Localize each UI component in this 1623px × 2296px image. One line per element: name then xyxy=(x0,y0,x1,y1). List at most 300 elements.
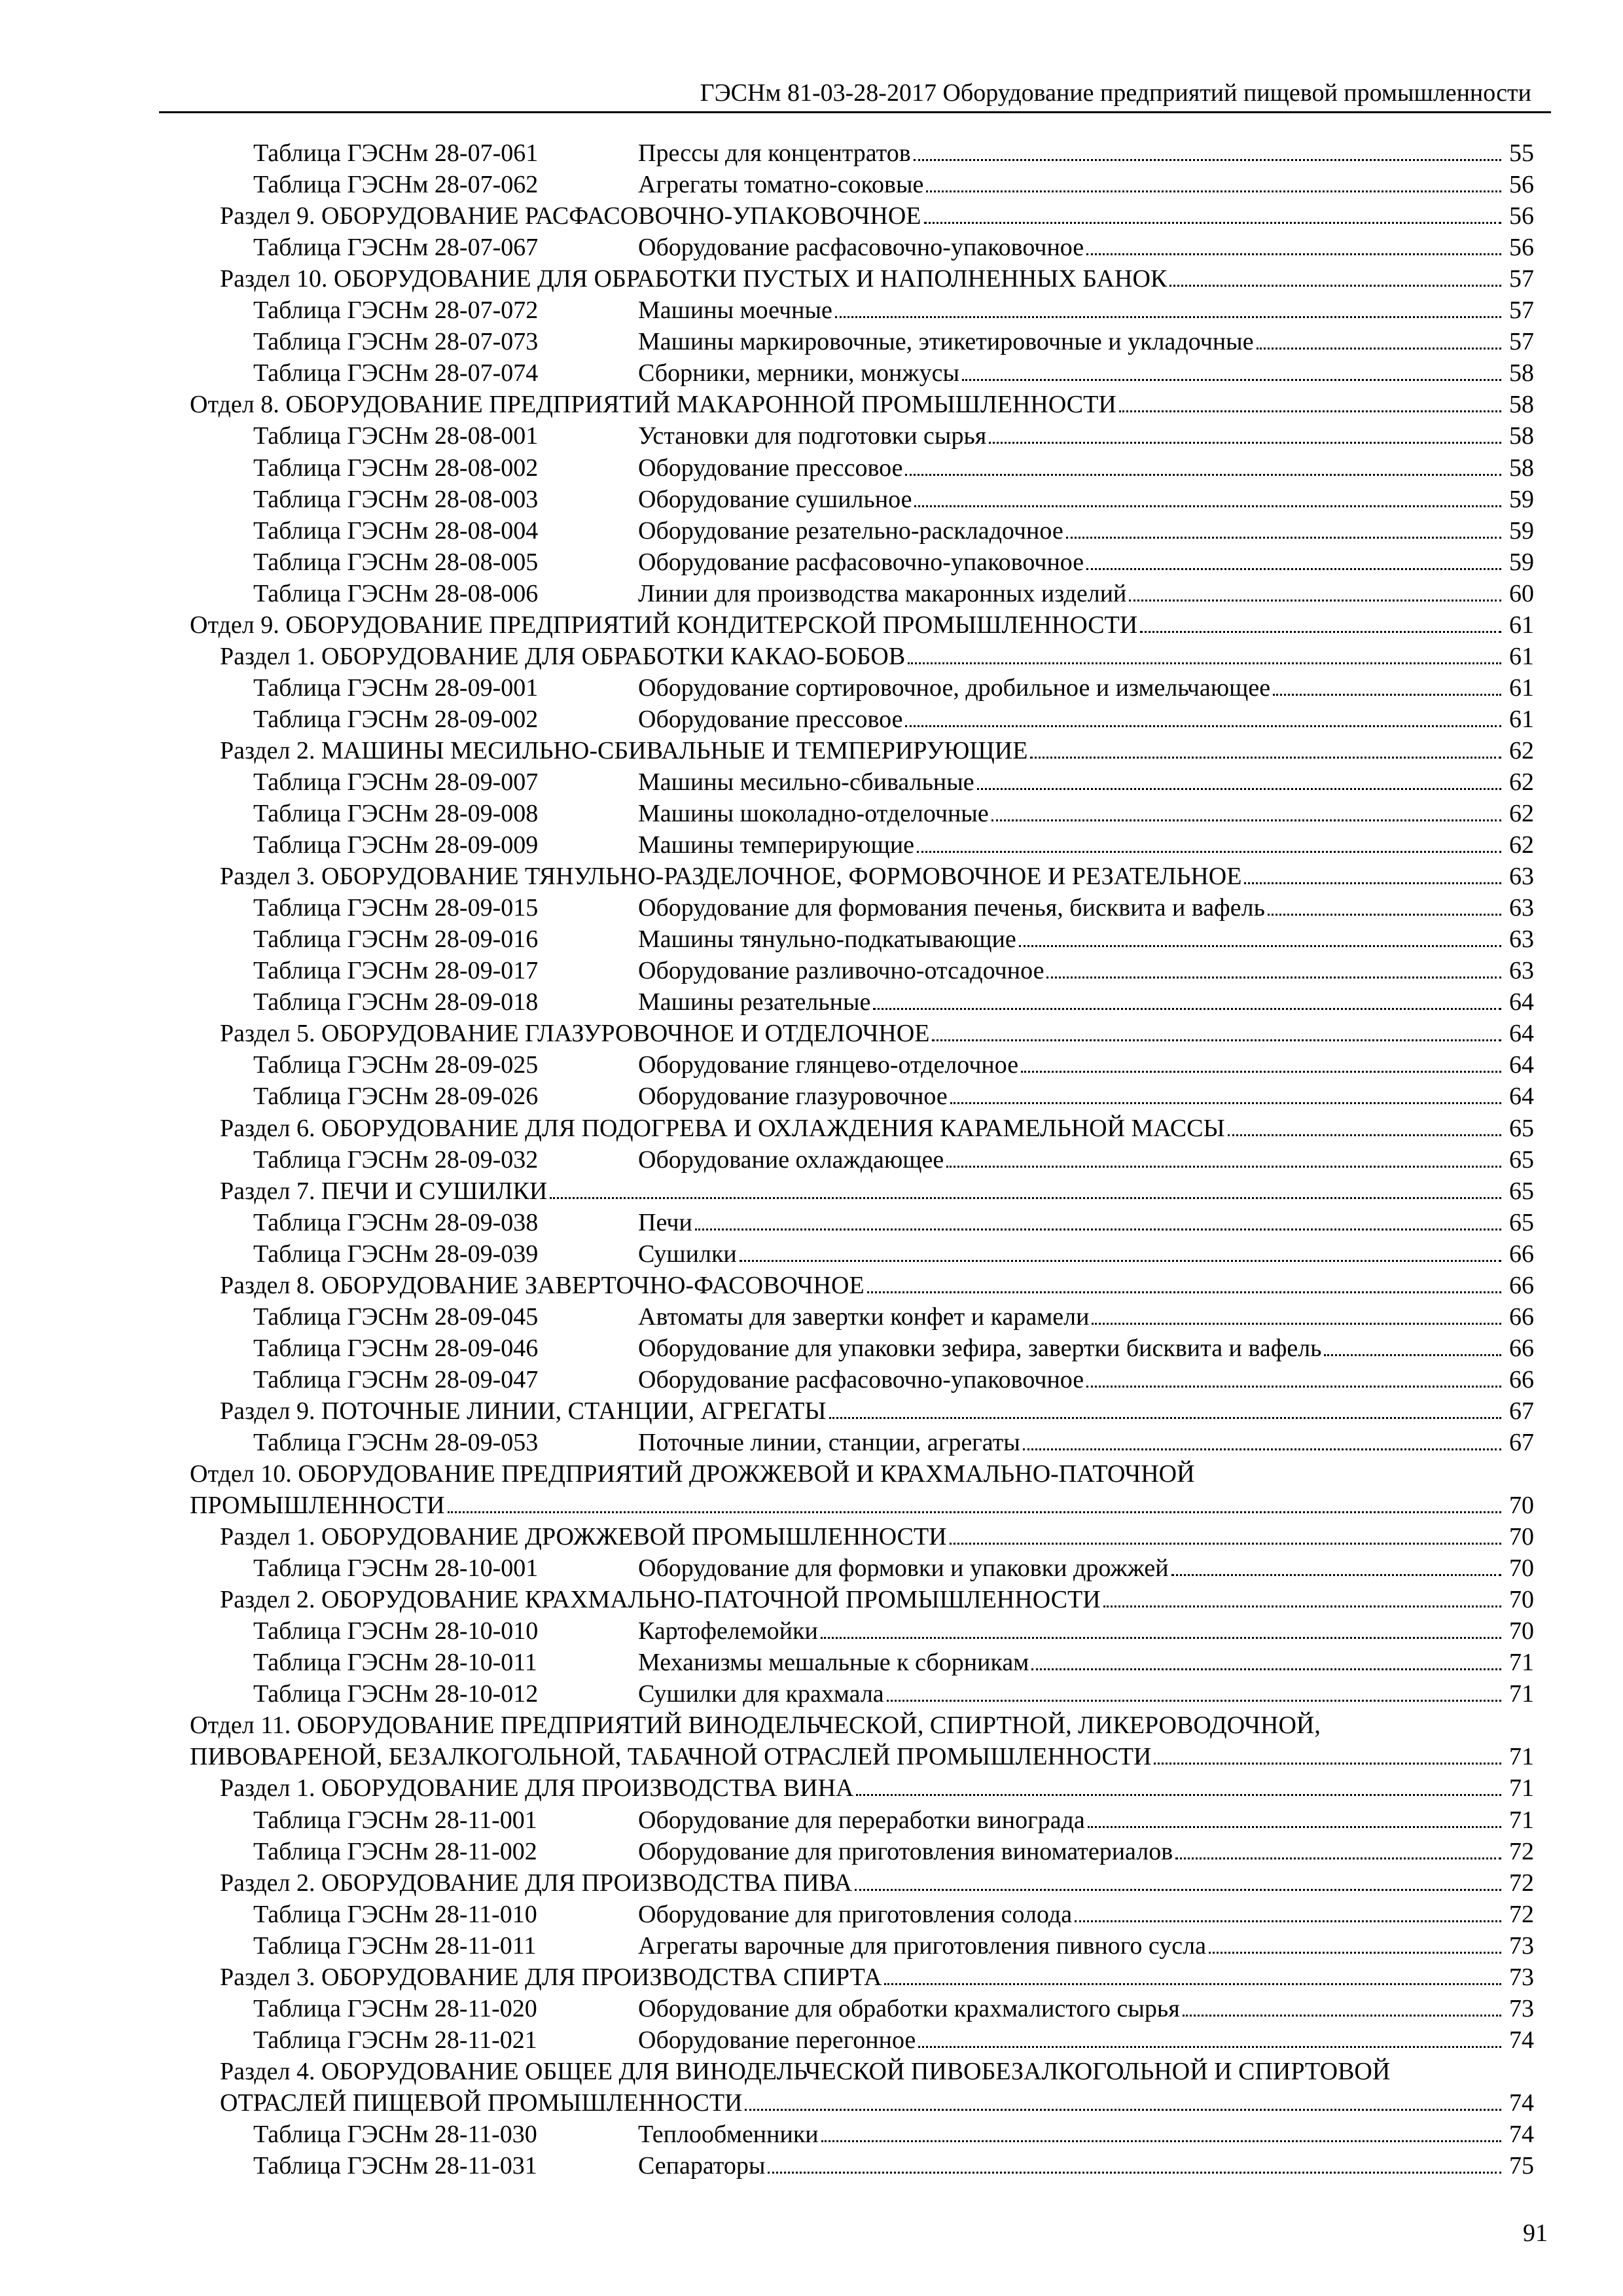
toc-entry-title: Раздел 2. МАШИНЫ МЕСИЛЬНО-СБИВАЛЬНЫЕ И ТЕМПЕРИРУЮЩИЕ xyxy=(220,736,1028,764)
toc-entry-title: Машины тянульно-подкатывающие xyxy=(638,925,1016,954)
toc-entry-title: Оборудование для приготовления виноматериалов xyxy=(638,1837,1173,1865)
dot-leader xyxy=(1119,389,1501,420)
toc-entry-code: Таблица ГЭСНм 28-09-015 xyxy=(253,894,539,922)
toc-entry-title: Оборудование для переработки винограда xyxy=(638,1806,1085,1834)
dot-leader xyxy=(977,766,1501,798)
toc-entry-otdel[interactable] xyxy=(190,389,1534,420)
toc-entry-page: 71 xyxy=(1509,1680,1534,1708)
toc-entry-page: 57 xyxy=(1509,265,1534,293)
toc-entry-code: Таблица ГЭСНм 28-08-004 xyxy=(253,516,539,545)
dot-leader xyxy=(867,1270,1501,1301)
toc-entry-page: 58 xyxy=(1509,359,1534,387)
toc-entry-page: 61 xyxy=(1509,642,1534,670)
toc-entry-title: Раздел 9. ПОТОЧНЫЕ ЛИНИИ, СТАНЦИИ, АГРЕГАТЫ xyxy=(220,1397,827,1425)
toc-entry-code: Таблица ГЭСНм 28-09-016 xyxy=(253,925,539,954)
dot-leader xyxy=(914,484,1501,515)
toc-entry-page: 72 xyxy=(1509,1837,1534,1865)
toc-entry-page: 57 xyxy=(1509,328,1534,356)
toc-entry-razdel[interactable] xyxy=(190,1584,1534,1615)
toc-entry-title: Оборудование перегонное xyxy=(638,2026,916,2054)
dot-leader xyxy=(932,1018,1501,1049)
toc-entry-table[interactable] xyxy=(190,986,1534,1018)
toc-entry-page: 65 xyxy=(1509,1177,1534,1205)
toc-entry-code: Таблица ГЭСНм 28-07-072 xyxy=(253,296,539,325)
toc-entry-razdel[interactable] xyxy=(190,1867,1534,1899)
dot-leader xyxy=(884,1962,1501,1993)
toc-entry-page: 74 xyxy=(1509,2089,1534,2117)
toc-entry-table[interactable] xyxy=(190,1836,1534,1867)
toc-entry-title: Оборудование резательно-раскладочное xyxy=(638,516,1063,545)
toc-entry-page: 73 xyxy=(1509,1994,1534,2022)
toc-entry-code: Таблица ГЭСНм 28-11-011 xyxy=(253,1931,537,1960)
dot-leader xyxy=(768,2150,1501,2181)
toc-entry-table[interactable] xyxy=(190,924,1534,955)
toc-entry-page: 62 xyxy=(1509,800,1534,828)
toc-entry-code: Таблица ГЭСНм 28-09-046 xyxy=(253,1334,539,1362)
page-number: 91 xyxy=(1523,2219,1548,2247)
toc-entry-page: 58 xyxy=(1509,454,1534,482)
toc-entry-table[interactable] xyxy=(190,169,1534,200)
toc-entry-title: Раздел 9. ОБОРУДОВАНИЕ РАСФАСОВОЧНО-УПАКОВОЧНОЕ xyxy=(220,202,921,230)
toc-entry-code: Таблица ГЭСНм 28-09-001 xyxy=(253,673,539,702)
toc-entry-table[interactable] xyxy=(190,484,1534,515)
toc-entry-title: Автоматы для завертки конфет и карамели xyxy=(638,1302,1090,1331)
toc-entry-title: Раздел 8. ОБОРУДОВАНИЕ ЗАВЕРТОЧНО-ФАСОВОЧНОЕ xyxy=(220,1271,865,1299)
toc-entry-title: Машины шоколадно-отделочные xyxy=(638,800,989,828)
toc-entry-code: Таблица ГЭСНм 28-11-021 xyxy=(253,2026,537,2054)
dot-leader xyxy=(1140,609,1501,641)
toc-entry-page: 64 xyxy=(1509,988,1534,1016)
toc-entry-table[interactable] xyxy=(190,1899,1534,1930)
toc-entry-page: 59 xyxy=(1509,516,1534,545)
toc-entry-page: 71 xyxy=(1509,1774,1534,1803)
toc-entry-razdel[interactable] xyxy=(190,1395,1534,1427)
dot-leader xyxy=(950,1081,1501,1112)
toc-entry-code: Таблица ГЭСНм 28-09-039 xyxy=(253,1240,539,1268)
toc-entry-title: Раздел 1. ОБОРУДОВАНИЕ ДЛЯ ОБРАБОТКИ КАКАО-БОБОВ xyxy=(220,642,906,670)
toc-entry-table[interactable] xyxy=(190,1333,1534,1364)
toc-entry-razdel[interactable] xyxy=(190,735,1534,766)
dot-leader xyxy=(950,1521,1501,1552)
toc-entry-title: Сепараторы xyxy=(638,2152,766,2180)
toc-entry-table[interactable] xyxy=(190,326,1534,357)
toc-entry-page: 65 xyxy=(1509,1114,1534,1142)
toc-entry-page: 55 xyxy=(1509,139,1534,168)
toc-entry-code: Таблица ГЭСНм 28-09-038 xyxy=(253,1208,539,1236)
toc-entry-page: 66 xyxy=(1509,1271,1534,1299)
toc-entry-table[interactable] xyxy=(190,452,1534,483)
toc-entry-title: Раздел 1. ОБОРУДОВАНИЕ ДРОЖЖЕВОЙ ПРОМЫШЛЕННОСТИ xyxy=(220,1523,947,1551)
page-header xyxy=(159,73,1551,113)
toc-entry-page: 63 xyxy=(1509,894,1534,922)
toc-entry-title: Оборудование прессовое xyxy=(638,454,903,482)
toc-entry-page: 62 xyxy=(1509,768,1534,796)
toc-entry-title: Раздел 2. ОБОРУДОВАНИЕ КРАХМАЛЬНО-ПАТОЧНОЙ ПРОМЫШЛЕННОСТИ xyxy=(220,1586,1101,1614)
header-title: ГЭСНм 81-03-28-2017 Оборудование предприятий пищевой промышленности xyxy=(700,79,1531,107)
toc-entry-title: Оборудование для обработки крахмалистого сырья xyxy=(638,1994,1180,2022)
toc-entry-razdel[interactable] xyxy=(190,200,1534,232)
toc-entry-page: 63 xyxy=(1509,863,1534,891)
dot-leader xyxy=(1324,1333,1501,1364)
dot-leader xyxy=(1244,861,1501,892)
toc-entry-title: Оборудование для приготовления солода xyxy=(638,1900,1073,1928)
toc-entry-title: Оборудование для упаковки зефира, завертки бисквита и вафель xyxy=(638,1334,1322,1362)
toc-entry-title: Раздел 5. ОБОРУДОВАНИЕ ГЛАЗУРОВОЧНОЕ И ОТДЕЛОЧНОЕ xyxy=(220,1020,930,1048)
toc-entry-table[interactable] xyxy=(190,232,1534,263)
toc-entry-page: 61 xyxy=(1509,611,1534,639)
dot-leader xyxy=(855,1867,1501,1899)
toc-entry-page: 56 xyxy=(1509,171,1534,199)
dot-leader xyxy=(908,641,1501,672)
toc-entry-title: Оборудование сортировочное, дробильное и измельчающее xyxy=(638,673,1271,702)
table-of-contents xyxy=(190,137,1534,2181)
dot-leader xyxy=(856,1772,1501,1804)
toc-entry-page: 73 xyxy=(1509,1963,1534,1991)
toc-entry-code: Таблица ГЭСНм 28-09-053 xyxy=(253,1428,539,1456)
toc-entry-page: 70 xyxy=(1509,1554,1534,1583)
toc-entry-title: Машины месильно-сбивальные xyxy=(638,768,974,796)
toc-entry-page: 73 xyxy=(1509,1931,1534,1960)
toc-entry-table[interactable] xyxy=(190,1993,1534,2024)
toc-entry-page: 66 xyxy=(1509,1365,1534,1393)
toc-entry-title: Сушилки xyxy=(638,1240,737,1268)
dot-leader xyxy=(946,1144,1501,1175)
toc-entry-table[interactable] xyxy=(190,829,1534,861)
toc-entry-title: Машины темперирующие xyxy=(638,831,915,859)
toc-entry-page: 62 xyxy=(1509,831,1534,859)
toc-entry-table[interactable] xyxy=(190,1615,1534,1647)
toc-entry-page: 67 xyxy=(1509,1397,1534,1425)
dot-leader xyxy=(989,420,1501,452)
toc-entry-razdel[interactable] xyxy=(190,1962,1534,1993)
dot-leader xyxy=(1019,924,1501,955)
toc-entry-page: 65 xyxy=(1509,1208,1534,1236)
toc-entry-code: Таблица ГЭСНм 28-09-017 xyxy=(253,957,539,985)
dot-leader xyxy=(1209,1930,1501,1962)
toc-entry-table[interactable] xyxy=(190,295,1534,326)
dot-leader xyxy=(887,1678,1501,1710)
toc-entry-title: Оборудование глазуровочное xyxy=(638,1083,948,1111)
toc-entry-title: Машины моечные xyxy=(638,296,832,325)
toc-entry-razdel[interactable] xyxy=(190,2056,1534,2087)
toc-entry-code: Таблица ГЭСНм 28-08-005 xyxy=(253,548,539,576)
dot-leader xyxy=(1092,1301,1501,1333)
toc-entry-code: Таблица ГЭСНм 28-07-062 xyxy=(253,171,539,199)
toc-entry-title: Агрегаты варочные для приготовления пивного сусла xyxy=(638,1931,1206,1960)
toc-entry-otdel[interactable] xyxy=(190,609,1534,641)
toc-entry-title: Механизмы мешальные к сборникам xyxy=(638,1649,1029,1677)
toc-entry-page: 75 xyxy=(1509,2152,1534,2180)
toc-entry-title: Сборники, мерники, монжусы xyxy=(638,359,960,387)
dot-leader xyxy=(1086,547,1501,578)
dot-leader xyxy=(873,986,1501,1018)
toc-entry-razdel[interactable] xyxy=(190,1270,1534,1301)
dot-leader xyxy=(924,200,1501,232)
toc-entry-title: Раздел 3. ОБОРУДОВАНИЕ ТЯНУЛЬНО-РАЗДЕЛОЧНОЕ, ФОРМОВОЧНОЕ И РЕЗАТЕЛЬНОЕ xyxy=(220,863,1242,891)
toc-entry-table[interactable] xyxy=(190,547,1534,578)
toc-entry-title: Раздел 1. ОБОРУДОВАНИЕ ДЛЯ ПРОИЗВОДСТВА ВИНА xyxy=(220,1774,854,1803)
toc-entry-table[interactable] xyxy=(190,1647,1534,1678)
dot-leader xyxy=(829,1395,1501,1427)
toc-entry-table[interactable] xyxy=(190,515,1534,547)
toc-entry-page: 72 xyxy=(1509,1869,1534,1897)
toc-entry-page: 66 xyxy=(1509,1302,1534,1331)
toc-entry-code: Таблица ГЭСНм 28-09-045 xyxy=(253,1302,539,1331)
toc-entry-title: Раздел 3. ОБОРУДОВАНИЕ ДЛЯ ПРОИЗВОДСТВА СПИРТА xyxy=(220,1963,882,1991)
toc-entry-page: 74 xyxy=(1509,2121,1534,2148)
toc-entry-title: Машины резательные xyxy=(638,988,871,1016)
dot-leader xyxy=(1030,735,1501,766)
toc-entry-table[interactable] xyxy=(190,1207,1534,1238)
toc-entry-table[interactable] xyxy=(190,766,1534,798)
toc-entry-title: Отдел 11. ОБОРУДОВАНИЕ ПРЕДПРИЯТИЙ ВИНОДЕЛЬЧЕСКОЙ, СПИРТНОЙ, ЛИКЕРОВОДОЧНОЙ, xyxy=(190,1712,1321,1740)
toc-entry-code: Таблица ГЭСНм 28-09-009 xyxy=(253,831,539,859)
toc-entry-page: 67 xyxy=(1509,1428,1534,1456)
toc-entry-title: ОТРАСЛЕЙ ПИЩЕВОЙ ПРОМЫШЛЕННОСТИ xyxy=(220,2089,743,2117)
toc-entry-razdel[interactable] xyxy=(190,1772,1534,1804)
dot-leader xyxy=(1171,1552,1501,1584)
toc-entry-title: ПИВОВАРЕНОЙ, БЕЗАЛКОГОЛЬНОЙ, ТАБАЧНОЙ ОТРАСЛЕЙ ПРОМЫШЛЕННОСТИ xyxy=(190,1743,1152,1771)
toc-entry-razdel[interactable] xyxy=(190,1521,1534,1552)
toc-entry-title: Машины маркировочные, этикетировочные и укладочные xyxy=(638,328,1254,356)
dot-leader xyxy=(1066,515,1501,547)
toc-entry-code: Таблица ГЭСНм 28-09-026 xyxy=(253,1083,539,1111)
toc-entry-title: Оборудование расфасовочно-упаковочное xyxy=(638,1365,1084,1393)
toc-entry-page: 64 xyxy=(1509,1083,1534,1111)
toc-entry-table[interactable] xyxy=(190,1552,1534,1584)
toc-entry-code: Таблица ГЭСНм 28-10-001 xyxy=(253,1554,539,1583)
toc-entry-table[interactable] xyxy=(190,672,1534,704)
toc-entry-title: Отдел 9. ОБОРУДОВАНИЕ ПРЕДПРИЯТИЙ КОНДИТЕРСКОЙ ПРОМЫШЛЕННОСТИ xyxy=(190,611,1138,639)
toc-entry-table[interactable] xyxy=(190,1238,1534,1270)
toc-entry-otdel[interactable] xyxy=(190,1710,1534,1741)
toc-entry-code: Таблица ГЭСНм 28-10-011 xyxy=(253,1649,537,1677)
toc-entry-table[interactable] xyxy=(190,1301,1534,1333)
toc-entry-title: Оборудование разливочно-отсадочное xyxy=(638,957,1044,985)
toc-entry-page: 71 xyxy=(1509,1806,1534,1834)
toc-entry-title: Картофелемойки xyxy=(638,1617,818,1645)
toc-entry-page: 71 xyxy=(1509,1743,1534,1771)
toc-entry-title: Оборудование сушильное xyxy=(638,485,912,513)
dot-leader xyxy=(740,1238,1501,1270)
toc-entry-page: 58 xyxy=(1509,422,1534,450)
toc-entry-page: 72 xyxy=(1509,1900,1534,1928)
toc-entry-code: Таблица ГЭСНм 28-11-001 xyxy=(253,1806,537,1834)
toc-entry-code: Таблица ГЭСНм 28-07-061 xyxy=(253,139,539,168)
toc-entry-table[interactable] xyxy=(190,1427,1534,1458)
dot-leader xyxy=(448,1490,1501,1521)
toc-entry-table[interactable] xyxy=(190,578,1534,609)
dot-leader xyxy=(1169,263,1501,295)
toc-entry-page: 70 xyxy=(1509,1617,1534,1645)
dot-leader xyxy=(905,704,1501,735)
dot-leader xyxy=(1023,1427,1501,1458)
toc-entry-title: Отдел 8. ОБОРУДОВАНИЕ ПРЕДПРИЯТИЙ МАКАРОННОЙ ПРОМЫШЛЕННОСТИ xyxy=(190,391,1116,419)
dot-leader xyxy=(821,1615,1501,1647)
toc-entry-page: 70 xyxy=(1509,1523,1534,1551)
toc-entry-page: 58 xyxy=(1509,391,1534,419)
toc-entry-title: Оборудование для формования печенья, бисквита и вафель xyxy=(638,894,1265,922)
dot-leader xyxy=(1103,1584,1501,1615)
dot-leader xyxy=(1088,1804,1501,1836)
toc-entry-table[interactable] xyxy=(190,2119,1534,2150)
toc-entry-code: Таблица ГЭСНм 28-11-010 xyxy=(253,1900,537,1928)
dot-leader xyxy=(926,169,1501,200)
dot-leader xyxy=(1075,1899,1501,1930)
toc-entry-title: Раздел 4. ОБОРУДОВАНИЕ ОБЩЕЕ ДЛЯ ВИНОДЕЛЬЧЕСКОЙ ПИВОБЕЗАЛКОГОЛЬНОЙ И СПИРТОВОЙ xyxy=(220,2057,1391,2085)
toc-entry-code: Таблица ГЭСНм 28-08-006 xyxy=(253,579,539,607)
toc-entry-code: Таблица ГЭСНм 28-09-007 xyxy=(253,768,539,796)
toc-entry-table[interactable] xyxy=(190,1144,1534,1175)
dot-leader xyxy=(1228,1113,1501,1144)
toc-entry-page: 61 xyxy=(1509,705,1534,733)
toc-entry-title: Раздел 2. ОБОРУДОВАНИЕ ДЛЯ ПРОИЗВОДСТВА ПИВА xyxy=(220,1869,853,1897)
toc-entry-code: Таблица ГЭСНм 28-08-001 xyxy=(253,422,539,450)
dot-leader xyxy=(1046,955,1501,986)
toc-entry-table[interactable] xyxy=(190,1081,1534,1112)
toc-entry-page: 64 xyxy=(1509,1020,1534,1048)
toc-entry-page: 56 xyxy=(1509,202,1534,230)
dot-leader xyxy=(914,137,1501,169)
toc-entry-razdel[interactable] xyxy=(190,861,1534,892)
toc-entry-razdel[interactable] xyxy=(190,1018,1534,1049)
toc-entry-code: Таблица ГЭСНм 28-11-002 xyxy=(253,1837,537,1865)
toc-entry-code: Таблица ГЭСНм 28-09-032 xyxy=(253,1145,539,1174)
toc-entry-code: Таблица ГЭСНм 28-07-067 xyxy=(253,234,539,262)
toc-entry-table[interactable] xyxy=(190,704,1534,735)
dot-leader xyxy=(991,798,1501,829)
toc-entry-page: 63 xyxy=(1509,957,1534,985)
dot-leader xyxy=(550,1175,1501,1207)
toc-entry-title: Отдел 10. ОБОРУДОВАНИЕ ПРЕДПРИЯТИЙ ДРОЖЖЕВОЙ И КРАХМАЛЬНО-ПАТОЧНОЙ xyxy=(190,1460,1195,1488)
toc-entry-otdel[interactable] xyxy=(190,1458,1534,1490)
toc-entry-code: Таблица ГЭСНм 28-09-047 xyxy=(253,1365,539,1393)
toc-entry-razdel[interactable] xyxy=(190,1112,1534,1143)
toc-entry-page: 70 xyxy=(1509,1492,1534,1520)
toc-entry-table[interactable] xyxy=(190,1364,1534,1395)
toc-entry-code: Таблица ГЭСНм 28-11-030 xyxy=(253,2121,537,2148)
toc-entry-page: 66 xyxy=(1509,1334,1534,1362)
toc-entry-code: Таблица ГЭСНм 28-09-025 xyxy=(253,1051,539,1079)
toc-entry-page: 56 xyxy=(1509,234,1534,262)
toc-entry-code: Таблица ГЭСНм 28-09-018 xyxy=(253,988,539,1016)
toc-entry-razdel[interactable] xyxy=(190,263,1534,295)
toc-entry-razdel[interactable] xyxy=(190,2087,1534,2119)
toc-entry-table[interactable] xyxy=(190,420,1534,452)
dot-leader xyxy=(917,829,1501,861)
toc-entry-title: Оборудование глянцево-отделочное xyxy=(638,1051,1019,1079)
toc-entry-title: Агрегаты томатно-соковые xyxy=(638,171,924,199)
toc-entry-title: Печи xyxy=(638,1208,692,1236)
toc-entry-table[interactable] xyxy=(190,892,1534,924)
toc-entry-code: Таблица ГЭСНм 28-09-002 xyxy=(253,705,539,733)
toc-entry-title: Установки для подготовки сырья xyxy=(638,422,987,450)
toc-entry-razdel[interactable] xyxy=(190,641,1534,672)
dot-leader xyxy=(1268,892,1501,924)
toc-entry-page: 70 xyxy=(1509,1586,1534,1614)
dot-leader xyxy=(1021,1049,1501,1081)
toc-entry-code: Таблица ГЭСНм 28-11-020 xyxy=(253,1994,537,2022)
toc-entry-table[interactable] xyxy=(190,1049,1534,1081)
toc-entry-page: 71 xyxy=(1509,1649,1534,1677)
toc-entry-otdel[interactable] xyxy=(190,1741,1534,1772)
toc-entry-title: Теплообменники xyxy=(638,2121,819,2148)
toc-entry-title: Раздел 7. ПЕЧИ И СУШИЛКИ xyxy=(220,1177,548,1205)
toc-entry-page: 64 xyxy=(1509,1051,1534,1079)
toc-entry-otdel[interactable] xyxy=(190,1490,1534,1521)
toc-entry-table[interactable] xyxy=(190,1930,1534,1962)
toc-entry-code: Таблица ГЭСНм 28-10-012 xyxy=(253,1680,539,1708)
toc-entry-title: Оборудование расфасовочно-упаковочное xyxy=(638,234,1084,262)
toc-entry-table[interactable] xyxy=(190,798,1534,829)
toc-entry-table[interactable] xyxy=(190,357,1534,389)
toc-entry-page: 62 xyxy=(1509,736,1534,764)
toc-entry-table[interactable] xyxy=(190,955,1534,986)
toc-entry-table[interactable] xyxy=(190,1678,1534,1710)
toc-entry-title: Раздел 10. ОБОРУДОВАНИЕ ДЛЯ ОБРАБОТКИ ПУСТЫХ И НАПОЛНЕННЫХ БАНОК xyxy=(220,265,1168,293)
dot-leader xyxy=(745,2087,1501,2119)
dot-leader xyxy=(1086,232,1501,263)
toc-entry-title: Раздел 6. ОБОРУДОВАНИЕ ДЛЯ ПОДОГРЕВА И ОХЛАЖДЕНИЯ КАРАМЕЛЬНОЙ МАССЫ xyxy=(220,1114,1225,1142)
dot-leader xyxy=(1183,1993,1501,2024)
toc-entry-page: 65 xyxy=(1509,1145,1534,1174)
toc-entry-code: Таблица ГЭСНм 28-07-073 xyxy=(253,328,539,356)
toc-entry-page: 59 xyxy=(1509,485,1534,513)
toc-entry-page: 61 xyxy=(1509,673,1534,702)
toc-entry-title: Сушилки для крахмала xyxy=(638,1680,884,1708)
toc-entry-table[interactable] xyxy=(190,2024,1534,2056)
toc-entry-code: Таблица ГЭСНм 28-10-010 xyxy=(253,1617,539,1645)
toc-entry-title: Линии для производства макаронных изделий xyxy=(638,579,1127,607)
toc-entry-title: Оборудование прессовое xyxy=(638,705,903,733)
toc-entry-code: Таблица ГЭСНм 28-08-003 xyxy=(253,485,539,513)
toc-entry-code: Таблица ГЭСНм 28-09-008 xyxy=(253,800,539,828)
toc-entry-page: 66 xyxy=(1509,1240,1534,1268)
dot-leader xyxy=(918,2024,1501,2056)
dot-leader xyxy=(1129,578,1501,609)
toc-entry-page: 60 xyxy=(1509,579,1534,607)
toc-entry-code: Таблица ГЭСНм 28-07-074 xyxy=(253,359,539,387)
dot-leader xyxy=(1086,1364,1501,1395)
toc-entry-page: 74 xyxy=(1509,2026,1534,2054)
dot-leader xyxy=(1273,672,1501,704)
toc-entry-page: 63 xyxy=(1509,925,1534,954)
dot-leader xyxy=(1175,1836,1501,1867)
toc-entry-title: Оборудование охлаждающее xyxy=(638,1145,944,1174)
toc-entry-razdel[interactable] xyxy=(190,1175,1534,1207)
toc-entry-table[interactable] xyxy=(190,2150,1534,2181)
toc-entry-code: Таблица ГЭСНм 28-08-002 xyxy=(253,454,539,482)
dot-leader xyxy=(695,1207,1501,1238)
toc-entry-code: Таблица ГЭСНм 28-11-031 xyxy=(253,2152,537,2180)
dot-leader xyxy=(962,357,1501,389)
toc-entry-title: Прессы для концентратов xyxy=(638,139,911,168)
dot-leader xyxy=(905,452,1501,484)
toc-entry-table[interactable] xyxy=(190,137,1534,169)
toc-entry-page: 57 xyxy=(1509,296,1534,325)
toc-entry-title: Оборудование расфасовочно-упаковочное xyxy=(638,548,1084,576)
toc-entry-table[interactable] xyxy=(190,1804,1534,1835)
toc-entry-title: ПРОМЫШЛЕННОСТИ xyxy=(190,1492,445,1520)
toc-entry-title: Поточные линии, станции, агрегаты xyxy=(638,1428,1020,1456)
dot-leader xyxy=(821,2119,1501,2150)
toc-entry-page: 59 xyxy=(1509,548,1534,576)
dot-leader xyxy=(1031,1647,1501,1678)
dot-leader xyxy=(835,295,1501,326)
dot-leader xyxy=(1154,1741,1501,1772)
dot-leader xyxy=(1257,326,1501,357)
toc-entry-title: Оборудование для формовки и упаковки дрожжей xyxy=(638,1554,1169,1583)
